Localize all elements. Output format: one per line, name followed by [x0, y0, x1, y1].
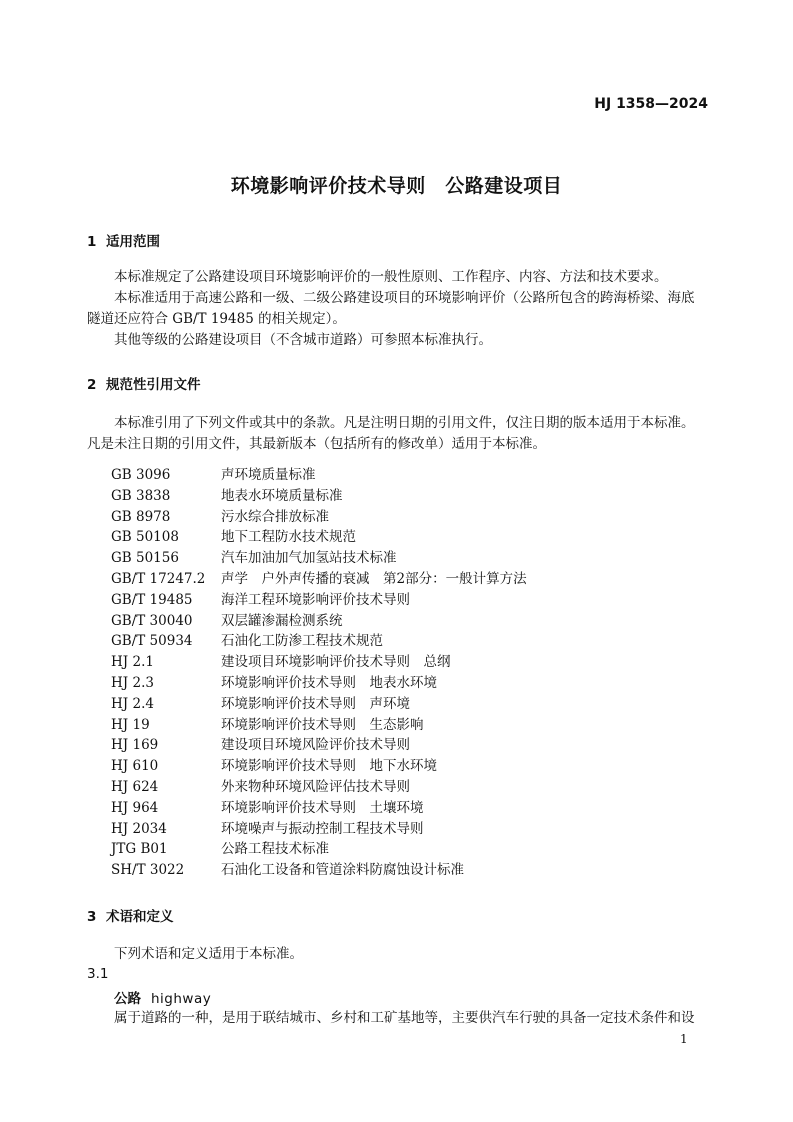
reference-name: 声学 户外声传播的衰减 第2部分：一般计算方法 — [221, 570, 527, 587]
reference-code: HJ 2.1 — [111, 654, 154, 671]
reference-name: 环境影响评价技术导则 地表水环境 — [221, 674, 437, 691]
reference-row — [111, 777, 527, 798]
reference-row — [111, 548, 527, 569]
reference-name: 汽车加油加气加氢站技术标准 — [221, 550, 397, 567]
reference-name: 环境噪声与振动控制工程技术导则 — [221, 820, 424, 837]
reference-code: HJ 624 — [111, 778, 159, 795]
page-number: 1 — [680, 1032, 688, 1046]
reference-name: 环境影响评价技术导则 土壤环境 — [221, 799, 424, 816]
reference-row — [111, 819, 527, 840]
reference-name: 地表水环境质量标准 — [221, 487, 343, 504]
reference-code: GB/T 19485 — [111, 591, 193, 608]
definition-text: 属于道路的一种，是用于联结城市、乡村和工矿基地等，主要供汽车行驶的具备一定技术条件和设 — [114, 1010, 695, 1026]
reference-row — [111, 465, 527, 486]
reference-row — [111, 756, 527, 777]
paragraph: 本标准引用了下列文件或其中的条款。凡是注明日期的引用文件，仅注日期的版本适用于本标准。 — [114, 415, 695, 431]
reference-code: HJ 964 — [111, 799, 159, 816]
reference-name: 污水综合排放标准 — [221, 508, 329, 525]
reference-name: 双层罐渗漏检测系统 — [221, 612, 343, 629]
reference-name: 石油化工设备和管道涂料防腐蚀设计标准 — [221, 862, 464, 879]
section-title: 适用范围 — [106, 234, 160, 250]
paragraph: 其他等级的公路建设项目（不含城市道路）可参照本标准执行。 — [114, 332, 492, 348]
reference-name: 建设项目环境影响评价技术导则 总纲 — [221, 654, 451, 671]
paragraph: 下列术语和定义适用于本标准。 — [114, 946, 303, 962]
section-number: 1 — [87, 234, 97, 250]
reference-name: 环境影响评价技术导则 生态影响 — [221, 716, 424, 733]
reference-name: 外来物种环境风险评估技术导则 — [221, 778, 410, 795]
term-english: highway — [151, 991, 212, 1007]
section-2-heading — [87, 373, 201, 393]
reference-code: HJ 2.4 — [111, 695, 154, 712]
reference-row — [111, 798, 527, 819]
reference-code: HJ 2034 — [111, 820, 167, 837]
section-title: 术语和定义 — [106, 909, 174, 925]
reference-row — [111, 839, 527, 860]
reference-row — [111, 590, 527, 611]
reference-name: 海洋工程环境影响评价技术导则 — [221, 591, 410, 608]
reference-row — [111, 673, 527, 694]
reference-name: 环境影响评价技术导则 声环境 — [221, 695, 410, 712]
reference-code: JTG B01 — [111, 841, 168, 858]
reference-row — [111, 631, 527, 652]
reference-row — [111, 652, 527, 673]
reference-code: GB 50156 — [111, 550, 179, 567]
paragraph: 本标准规定了公路建设项目环境影响评价的一般性原则、工作程序、内容、方法和技术要求。 — [114, 269, 668, 285]
reference-list — [111, 465, 527, 881]
standard-number: HJ 1358—2024 — [594, 96, 708, 112]
reference-name: 声环境质量标准 — [221, 467, 316, 483]
term-entry — [114, 987, 211, 1007]
reference-name: 石油化工防渗工程技术规范 — [221, 633, 383, 650]
reference-row — [111, 569, 527, 590]
reference-code: GB 8978 — [111, 508, 171, 525]
reference-code: GB 50108 — [111, 529, 179, 546]
section-3-heading — [87, 905, 174, 925]
reference-code: GB/T 17247.2 — [111, 570, 206, 587]
reference-code: GB 3096 — [111, 467, 171, 483]
reference-name: 建设项目环境风险评价技术导则 — [221, 737, 410, 754]
reference-code: HJ 2.3 — [111, 674, 154, 691]
reference-row — [111, 735, 527, 756]
reference-name: 环境影响评价技术导则 地下水环境 — [221, 758, 437, 775]
reference-row — [111, 694, 527, 715]
section-title: 规范性引用文件 — [106, 377, 201, 393]
document-title: 环境影响评价技术导则 公路建设项目 — [230, 175, 563, 197]
section-number: 3 — [87, 909, 97, 925]
paragraph-continuation: 隧道还应符合 GB/T 19485 的相关规定）。 — [87, 311, 346, 327]
reference-code: HJ 610 — [111, 758, 159, 775]
reference-row — [111, 611, 527, 632]
section-1-heading — [87, 230, 160, 250]
reference-code: HJ 169 — [111, 737, 159, 754]
reference-code: HJ 19 — [111, 716, 150, 733]
reference-name: 地下工程防水技术规范 — [221, 529, 356, 546]
reference-code: GB 3838 — [111, 487, 171, 504]
section-number: 2 — [87, 377, 97, 393]
paragraph: 本标准适用于高速公路和一级、二级公路建设项目的环境影响评价（公路所包含的跨海桥梁、海底 — [114, 290, 695, 306]
reference-row — [111, 715, 527, 736]
reference-code: GB/T 50934 — [111, 633, 193, 650]
reference-code: SH/T 3022 — [111, 862, 185, 879]
reference-row — [111, 860, 527, 881]
reference-row — [111, 486, 527, 507]
reference-code: GB/T 30040 — [111, 612, 193, 629]
reference-row — [111, 527, 527, 548]
reference-name: 公路工程技术标准 — [221, 841, 329, 858]
paragraph-continuation: 凡是未注日期的引用文件，其最新版本（包括所有的修改单）适用于本标准。 — [87, 436, 546, 452]
clause-number: 3.1 — [87, 966, 109, 982]
term-chinese: 公路 — [114, 991, 141, 1007]
reference-row — [111, 507, 527, 528]
